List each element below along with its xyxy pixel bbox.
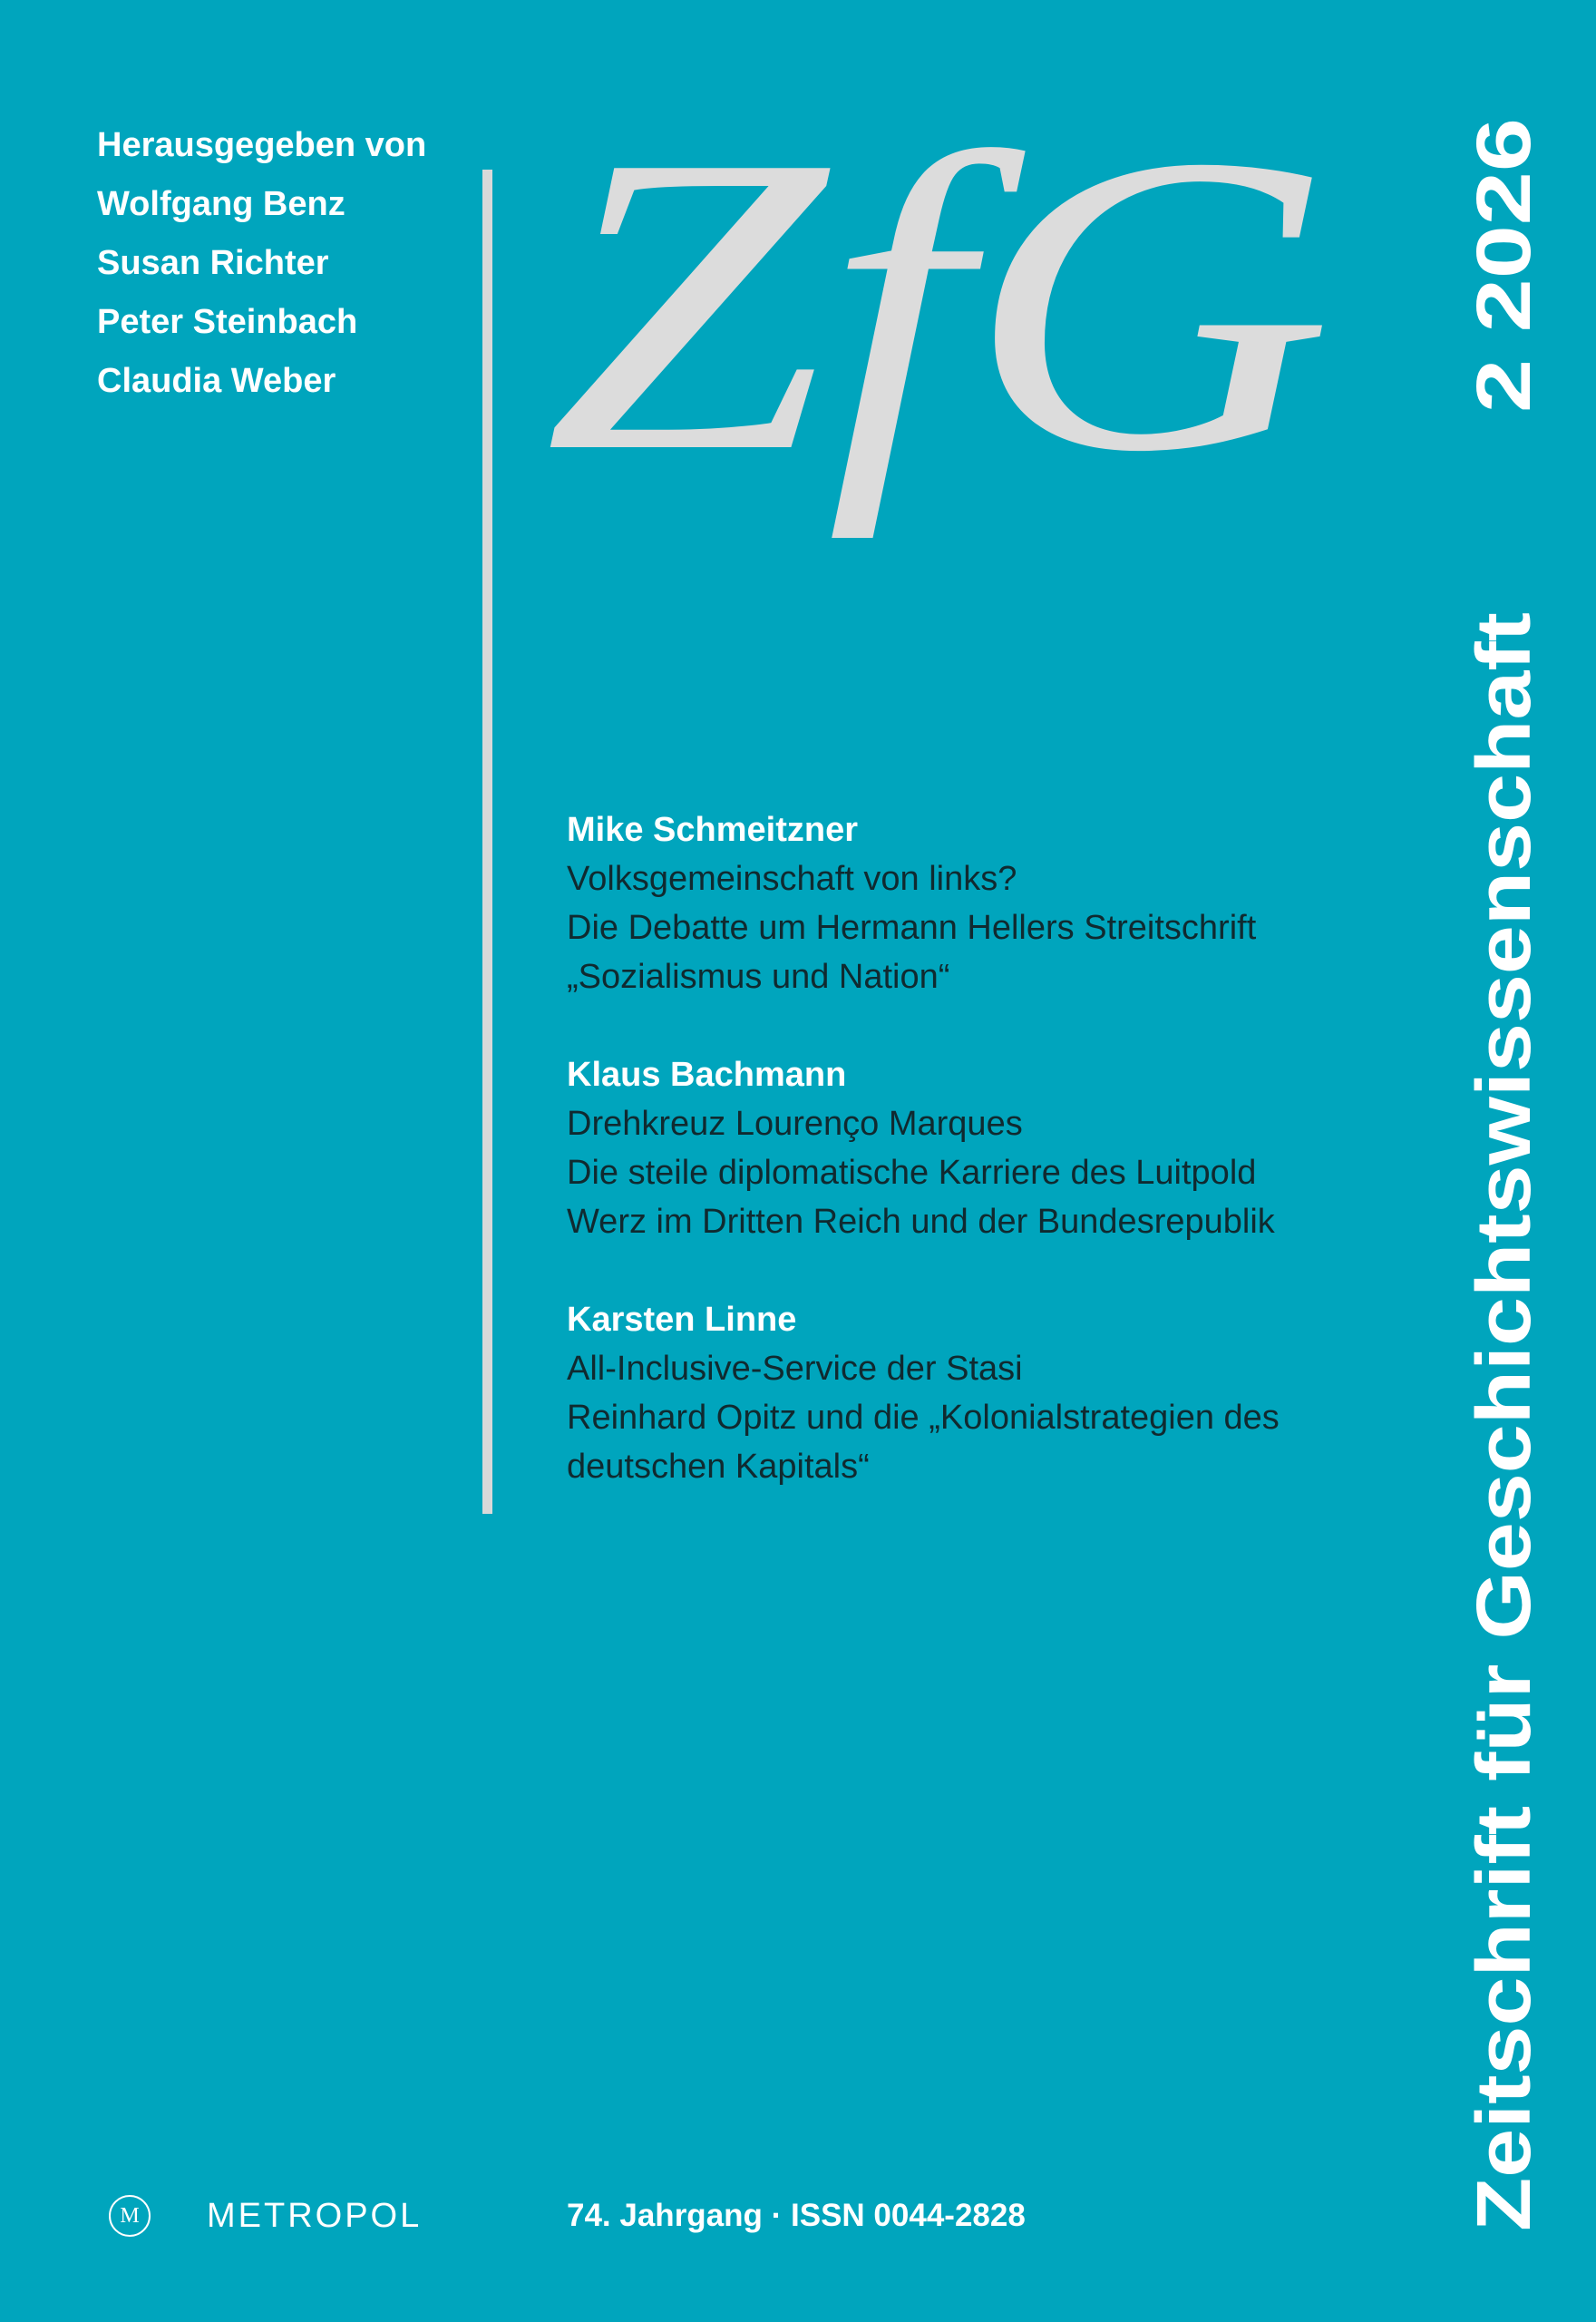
editors-heading: Herausgegeben von <box>97 126 427 164</box>
article-entry <box>567 805 1365 1001</box>
article-entry <box>567 1050 1365 1246</box>
editors-block <box>97 116 426 411</box>
article-list <box>567 805 1365 1540</box>
publisher-name: METROPOL <box>207 2196 423 2235</box>
publisher-logo-icon: M <box>109 2195 151 2237</box>
article-title-line: Volksgemeinschaft von links? <box>567 860 1017 898</box>
editor-name: Wolfgang Benz <box>97 185 345 223</box>
article-title-line: Die Debatte um Hermann Hellers Streitschrift <box>567 909 1257 947</box>
article-title-line: Werz im Dritten Reich und der Bundesrepublik <box>567 1203 1275 1241</box>
article-title-line: All-Inclusive-Service der Stasi <box>567 1350 1023 1388</box>
article-author: Klaus Bachmann <box>567 1056 847 1094</box>
publisher-mark <box>109 2192 422 2239</box>
article-entry <box>567 1295 1365 1491</box>
article-title-line: Die steile diplomatische Karriere des Luitpold <box>567 1154 1257 1192</box>
article-author: Mike Schmeitzner <box>567 811 858 849</box>
article-title-line: Drehkreuz Lourenço Marques <box>567 1105 1023 1143</box>
journal-full-title: Zeitschrift für Geschichtswissenschaft <box>1461 829 1546 2231</box>
article-title-line: Reinhard Opitz und die „Kolonialstrategien des <box>567 1399 1280 1437</box>
logo-text: ZfG <box>544 95 1333 540</box>
journal-logo <box>544 95 1342 603</box>
volume-issn: 74. Jahrgang · ISSN 0044-2828 <box>567 2198 1026 2233</box>
vertical-divider <box>482 170 492 1514</box>
article-author: Karsten Linne <box>567 1301 797 1339</box>
editor-name: Claudia Weber <box>97 362 336 400</box>
spine-title-block <box>1455 118 1546 2231</box>
editor-name: Susan Richter <box>97 244 329 282</box>
article-title-line: deutschen Kapitals“ <box>567 1448 870 1486</box>
editor-name: Peter Steinbach <box>97 303 358 341</box>
issue-number: 2 2026 <box>1461 180 1546 413</box>
article-title-line: „Sozialismus und Nation“ <box>567 958 950 996</box>
